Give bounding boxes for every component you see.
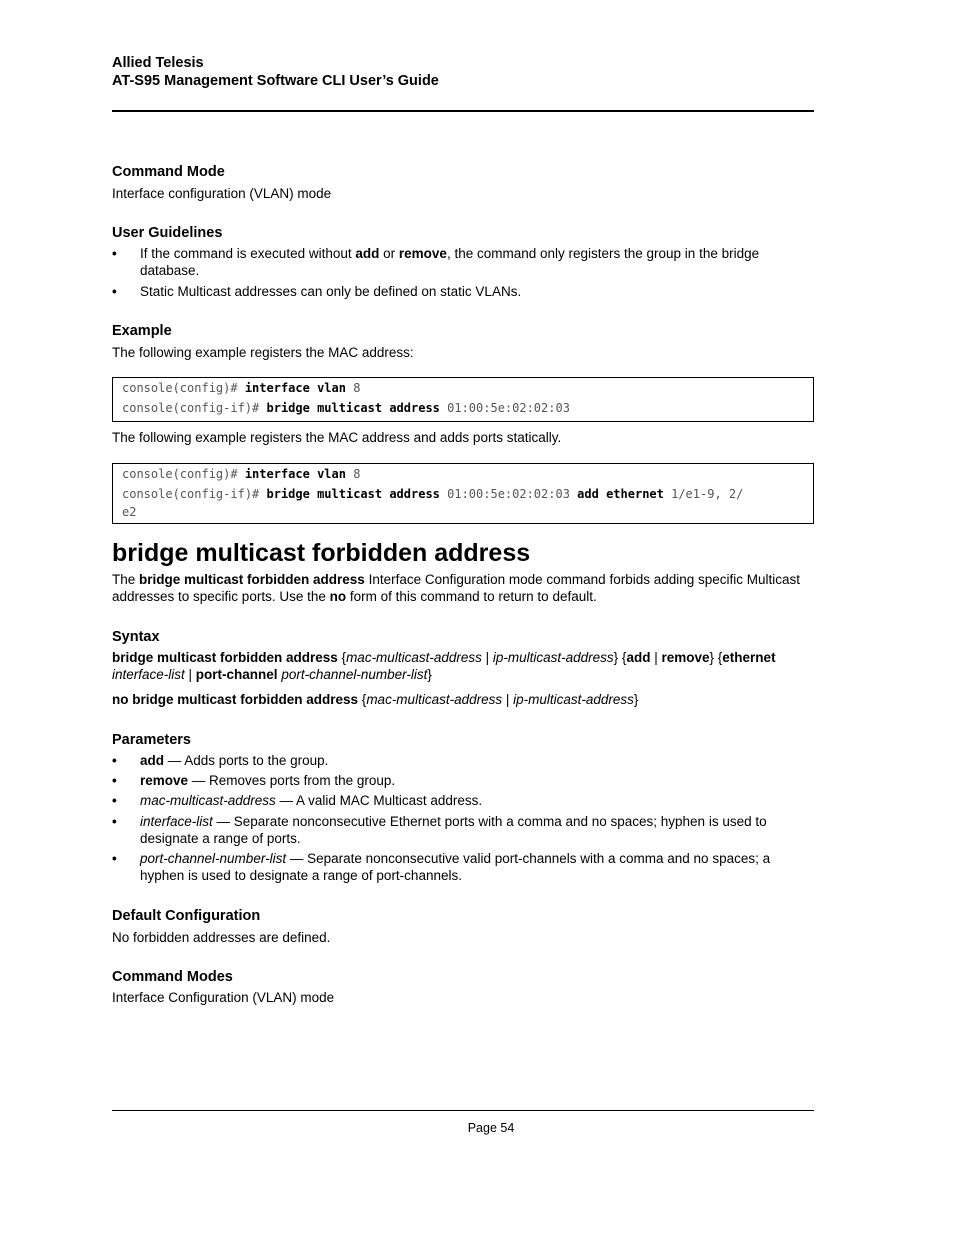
user-guidelines-heading: User Guidelines [112,225,223,241]
bullet-icon: • [112,753,117,768]
code-block-1 [112,377,814,422]
example-intro-1: The following example registers the MAC address: [112,345,414,360]
code-line: console(config)# interface vlan 8 [122,467,361,481]
parameter-item: • interface-list — Separate nonconsecutive Ethernet ports with a comma and no spaces; hyphen is used to designate a range of ports. [112,814,767,846]
example-intro-2: The following example registers the MAC address and adds ports statically. [112,430,562,445]
parameter-item: • add — Adds ports to the group. [112,753,329,768]
guideline-bullet-1 [112,245,814,279]
header-company: Allied Telesis [112,55,204,71]
bullet-icon: • [112,793,117,808]
bullet-icon: • [112,814,117,829]
code-line: console(config-if)# bridge multicast address 01:00:5e:02:02:03 add ethernet 1/e1-9, 2/ [122,487,744,501]
bullet-icon: • [112,284,117,299]
guideline-text-1: If the command is executed without add or remove, the command only registers the group in the bridge database. [140,246,760,278]
default-config-text: No forbidden addresses are defined. [112,930,331,945]
example-heading: Example [112,323,172,339]
command-mode-text: Interface configuration (VLAN) mode [112,186,332,201]
code-line: console(config-if)# bridge multicast address 01:00:5e:02:02:03 [122,401,570,415]
parameters-heading: Parameters [112,732,191,748]
syntax-line-2: no bridge multicast forbidden address {mac-multicast-address | ip-multicast-address} [112,692,639,707]
code-line: console(config)# interface vlan 8 [122,381,361,395]
bullet-icon: • [112,773,117,788]
command-mode-heading: Command Mode [112,164,225,180]
section-title: bridge multicast forbidden address [112,539,531,567]
header-guide-title: AT-S95 Management Software CLI User’s Guide [112,73,439,89]
command-modes-heading: Command Modes [112,969,233,985]
header-rule [112,110,814,112]
bullet-icon: • [112,851,117,866]
guideline-bullet-2 [112,283,814,300]
bullet-icon: • [112,246,117,261]
footer-rule [112,1110,814,1111]
page-number: Page 54 [467,1121,515,1135]
section-description: The bridge multicast forbidden address Interface Configuration mode command forbids adding specific Multicast addresses to specific ports. Use the no form of this command to return to default. [112,572,801,604]
guideline-text-2: Static Multicast addresses can only be defined on static VLANs. [140,284,522,299]
default-config-heading: Default Configuration [112,908,261,924]
code-block-2 [112,463,814,524]
parameter-item: • remove — Removes ports from the group. [112,773,396,788]
syntax-heading: Syntax [112,629,160,645]
parameter-item: • port-channel-number-list — Separate nonconsecutive valid port-channels with a comma and no spaces; a hyphen is used to designate a range of port-channels. [112,851,771,883]
parameter-item: • mac-multicast-address — A valid MAC Multicast address. [112,793,483,808]
syntax-line-1: bridge multicast forbidden address {mac-multicast-address | ip-multicast-address} {add | remove} {ethernet interface-list | port-channel port-channel-number-list} [112,650,776,682]
code-line: e2 [122,505,137,519]
command-modes-text: Interface Configuration (VLAN) mode [112,990,335,1005]
